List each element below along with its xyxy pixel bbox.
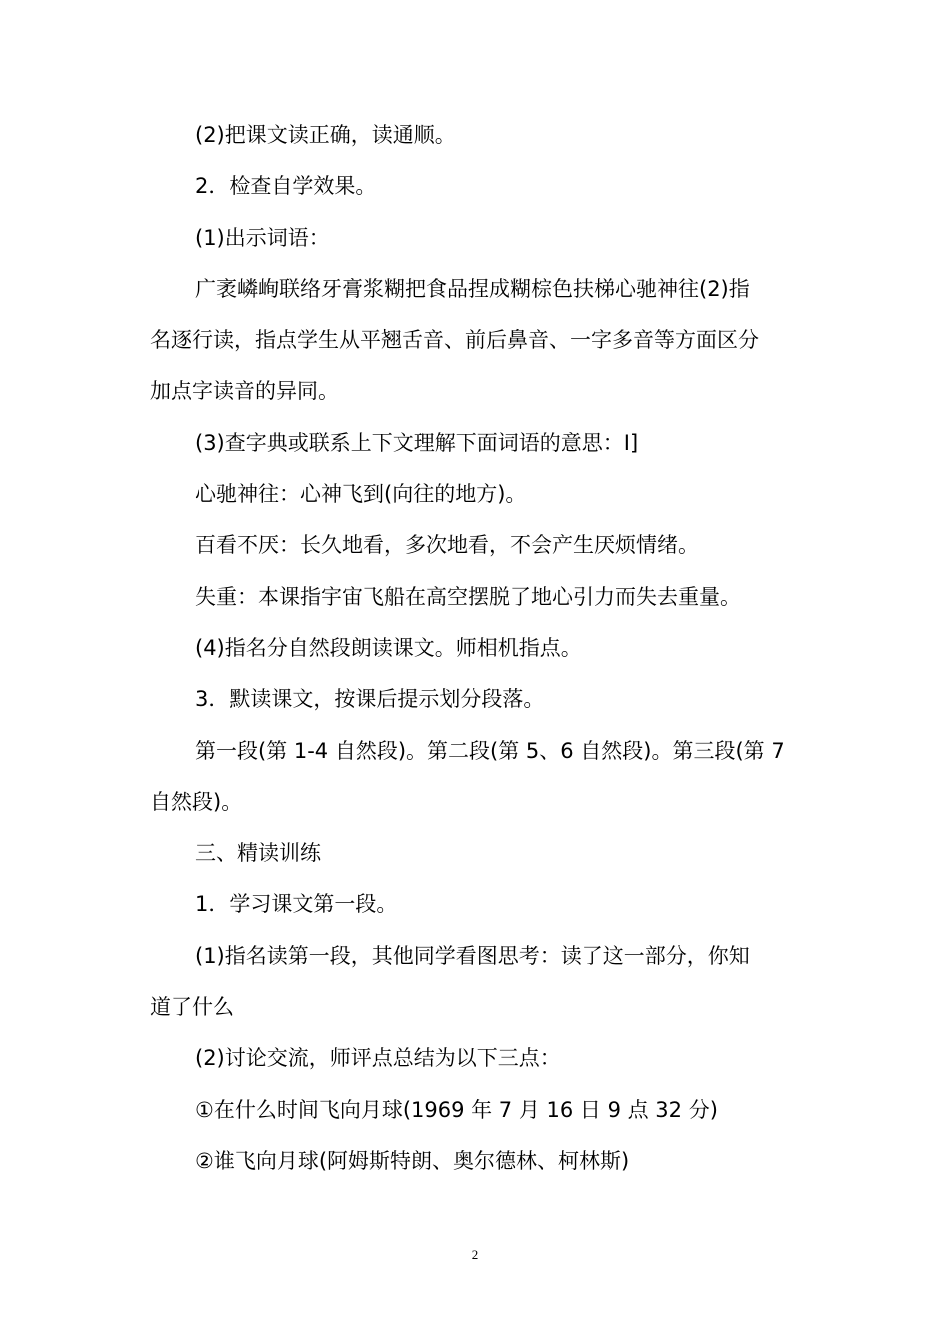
paragraph-line: (4)指名分自然段朗读课文。师相机指点。 — [195, 635, 582, 660]
paragraph-line: 百看不厌：长久地看，多次地看，不会产生厌烦情绪。 — [195, 533, 699, 558]
paragraph-line: ②谁飞向月球(阿姆斯特朗、奥尔德林、柯林斯) — [195, 1148, 630, 1173]
document-body — [150, 110, 810, 1187]
paragraph-line: 2．检查自学效果。 — [195, 174, 377, 199]
page-number: 2 — [471, 1247, 479, 1262]
paragraph-line: (3)查字典或联系上下文理解下面词语的意思：I] — [195, 430, 639, 455]
paragraph-line: 第一段(第 1-4 自然段)。第二段(第 5、6 自然段)。第三段(第 7 — [195, 738, 785, 763]
paragraph-line: 心驰神往：心神飞到(向往的地方)。 — [195, 482, 527, 507]
paragraph-line: (1)出示词语： — [195, 225, 330, 250]
paragraph-line: (2)讨论交流，师评点总结为以下三点： — [195, 1046, 561, 1071]
paragraph-line: 道了什么 — [150, 995, 234, 1020]
paragraph-line: ①在什么时间飞向月球(1969 年 7 月 16 日 9 点 32 分) — [195, 1097, 718, 1122]
paragraph-line: 自然段)。 — [150, 789, 243, 814]
paragraph-line: 名逐行读，指点学生从平翘舌音、前后鼻音、一字多音等方面区分 — [150, 328, 759, 353]
paragraph-line: 加点字读音的异同。 — [150, 379, 339, 404]
paragraph-line: 广袤嶙峋联络牙膏浆糊把食品捏成糊棕色扶梯心驰神往(2)指 — [195, 276, 750, 301]
section-heading: 三、精读训练 — [195, 841, 321, 866]
paragraph-line: 1．学习课文第一段。 — [195, 892, 398, 917]
paragraph-line: 失重：本课指宇宙飞船在高空摆脱了地心引力而失去重量。 — [195, 584, 741, 609]
paragraph-line: (1)指名读第一段，其他同学看图思考：读了这一部分，你知 — [195, 943, 750, 968]
paragraph-line: (2)把课文读正确，读通顺。 — [195, 123, 456, 147]
paragraph-line: 3．默读课文，按课后提示划分段落。 — [195, 687, 545, 712]
